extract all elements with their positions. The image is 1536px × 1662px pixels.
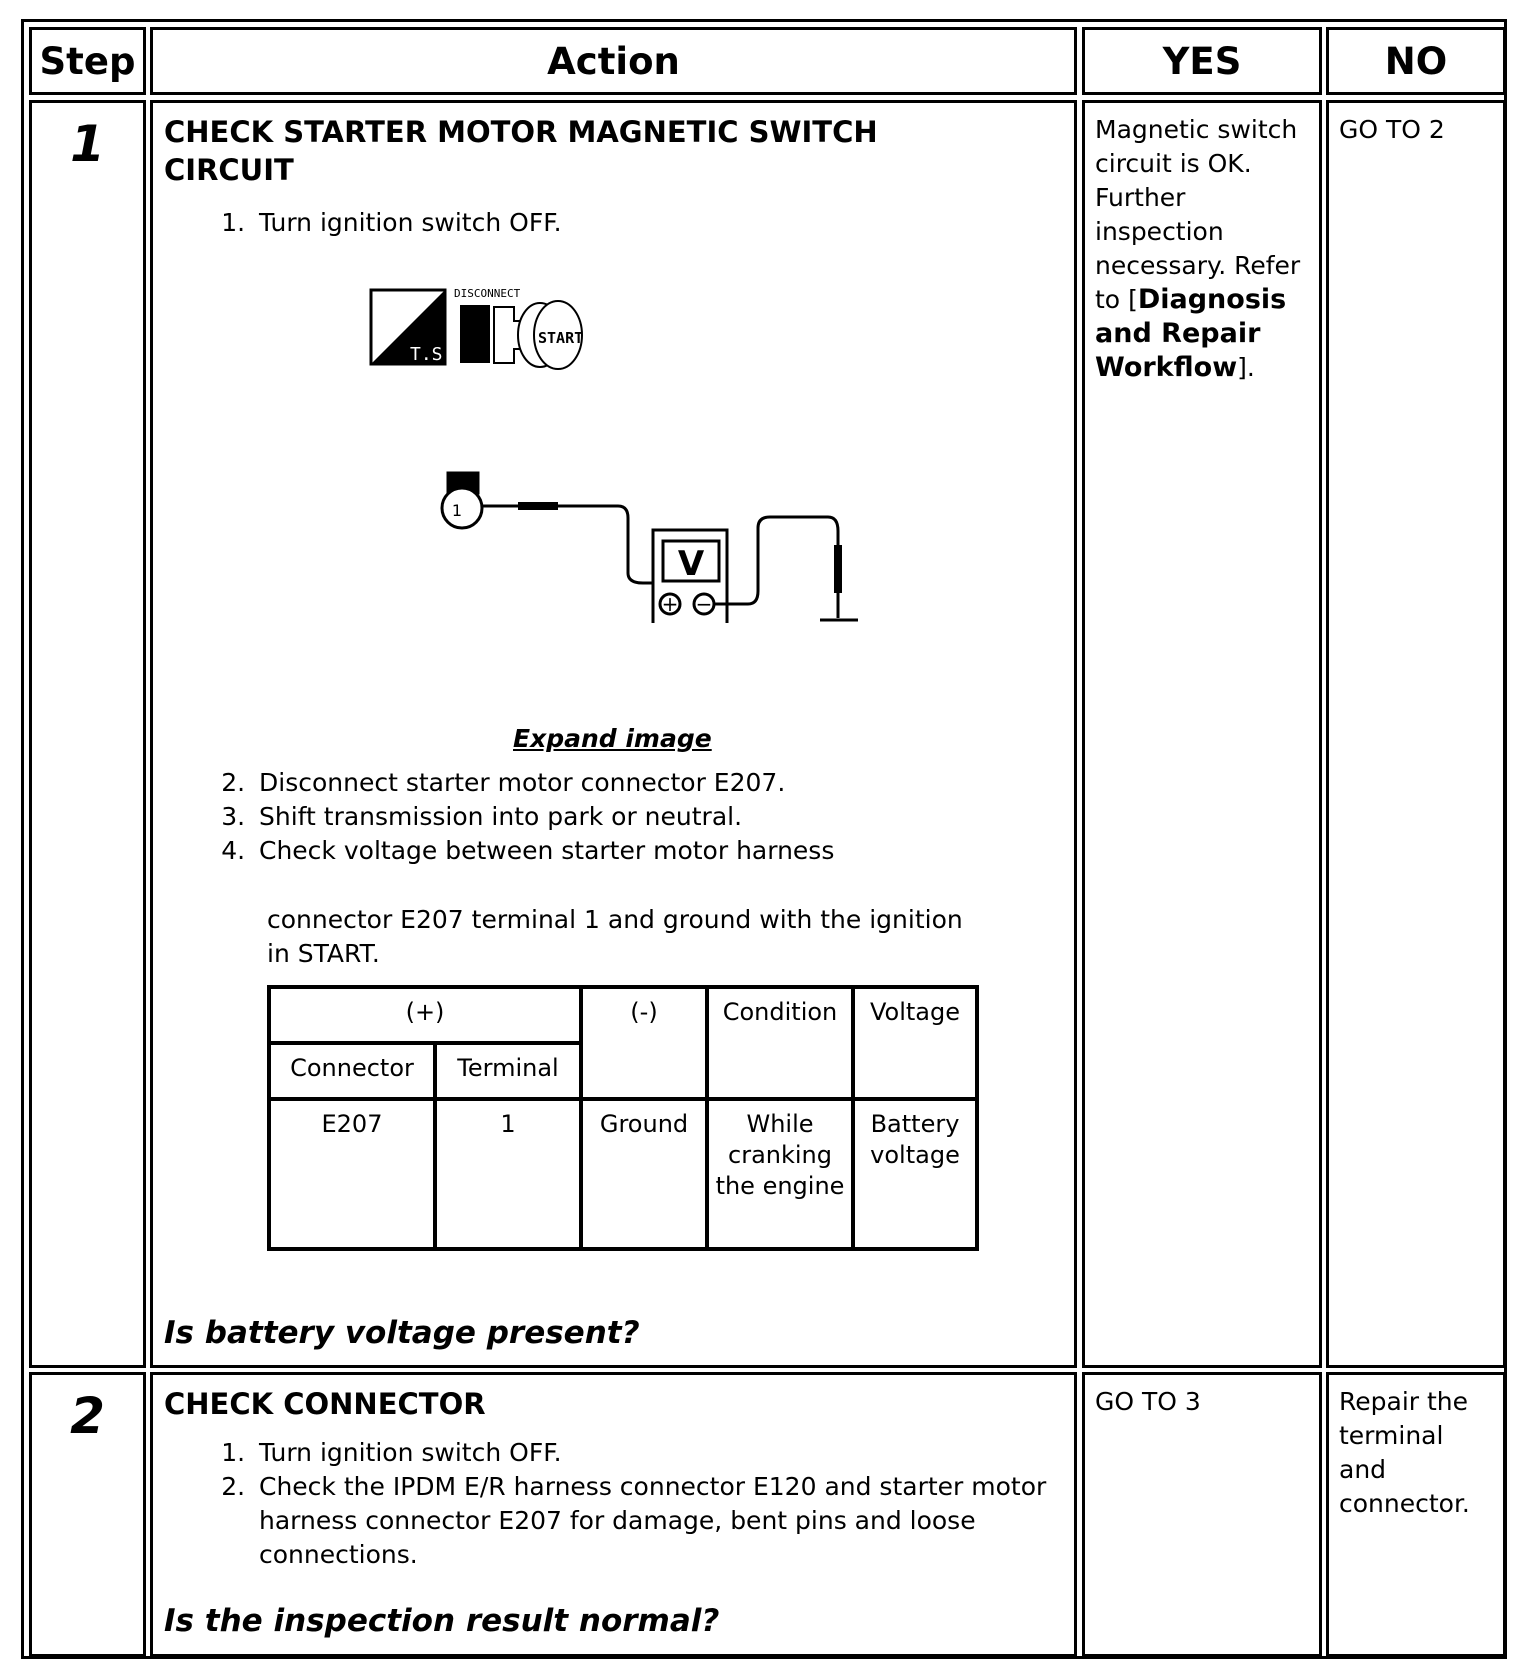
step-number-1: 1 bbox=[29, 100, 146, 1368]
list-item: 2. Disconnect starter motor connector E207. bbox=[253, 766, 1133, 800]
header-action: Action bbox=[150, 27, 1077, 95]
svg-text:T.S.: T.S. bbox=[410, 344, 454, 365]
step-1-question: Is battery voltage present? bbox=[164, 1315, 640, 1351]
connector-header: Connector bbox=[269, 1043, 435, 1099]
step-1-no: GO TO 2 bbox=[1326, 100, 1506, 1368]
list-item: 1. Turn ignition switch OFF. bbox=[253, 206, 562, 240]
condition-value: While cranking the engine bbox=[707, 1099, 853, 1249]
header-yes: YES bbox=[1082, 27, 1322, 95]
step-1-yes bbox=[1082, 100, 1322, 1368]
list-item: 3. Shift transmission into park or neutral. bbox=[253, 800, 1133, 834]
step-number-2: 2 bbox=[29, 1372, 146, 1657]
bracket-close: ]. bbox=[1237, 353, 1255, 382]
step-1-list-a bbox=[153, 206, 562, 240]
expand-image-link[interactable]: Expand image bbox=[513, 724, 712, 753]
condition-header: Condition bbox=[707, 987, 853, 1099]
step-1-title: CHECK STARTER MOTOR MAGNETIC SWITCH CIRCUIT bbox=[164, 115, 878, 187]
step-1-illustration bbox=[368, 283, 1008, 623]
step-1-action bbox=[150, 100, 1077, 1368]
voltage-spec-table bbox=[267, 985, 979, 1251]
step-1-list-b bbox=[153, 766, 1133, 868]
voltage-header: Voltage bbox=[853, 987, 977, 1099]
plus-header: (+) bbox=[269, 987, 581, 1043]
header-step: Step bbox=[29, 27, 146, 95]
svg-text:+: + bbox=[661, 592, 679, 616]
step-2-question: Is the inspection result normal? bbox=[164, 1603, 720, 1639]
yes-text: Magnetic switch circuit is OK. Further inspection necessary. Refer to bbox=[1095, 115, 1301, 314]
svg-text:1: 1 bbox=[451, 501, 463, 520]
header-no: NO bbox=[1326, 27, 1506, 95]
list-item: 4. Check voltage between starter motor harness bbox=[253, 834, 1133, 868]
table-row bbox=[269, 1099, 977, 1249]
step-2-yes: GO TO 3 bbox=[1082, 1372, 1322, 1657]
voltmeter-circuit-diagram bbox=[442, 473, 858, 623]
ignition-start-icon bbox=[518, 301, 583, 369]
svg-text:START: START bbox=[538, 329, 584, 347]
terminal-value: 1 bbox=[435, 1099, 581, 1249]
minus-header: (-) bbox=[581, 987, 707, 1099]
list-item: 1. Turn ignition switch OFF. bbox=[253, 1436, 1083, 1470]
bracket-open: [ bbox=[1128, 285, 1138, 314]
terminal-header: Terminal bbox=[435, 1043, 581, 1099]
step-2-action bbox=[150, 1372, 1077, 1657]
step-2-title: CHECK CONNECTOR bbox=[164, 1387, 486, 1421]
list-item: 2. Check the IPDM E/R harness connector E120 and starter motor harness connector E207 for damage, bent pins and loose connections. bbox=[253, 1470, 1083, 1572]
voltage-value: Battery voltage bbox=[853, 1099, 977, 1249]
step-2-no: Repair the terminal and connector. bbox=[1326, 1372, 1506, 1657]
svg-text:V: V bbox=[677, 544, 705, 584]
connector-value: E207 bbox=[269, 1099, 435, 1249]
list-item-continuation: connector E207 terminal 1 and ground with the ignition in START. bbox=[267, 905, 963, 968]
disconnect-icon bbox=[454, 287, 524, 363]
diagnosis-workflow-link[interactable]: Diagnosis and Repair Workflow bbox=[1095, 284, 1287, 383]
ts-icon bbox=[371, 290, 453, 365]
minus-value: Ground bbox=[581, 1099, 707, 1249]
step-2-list bbox=[153, 1436, 1083, 1572]
svg-text:DISCONNECT: DISCONNECT bbox=[454, 287, 521, 300]
svg-text:−: − bbox=[695, 592, 713, 616]
